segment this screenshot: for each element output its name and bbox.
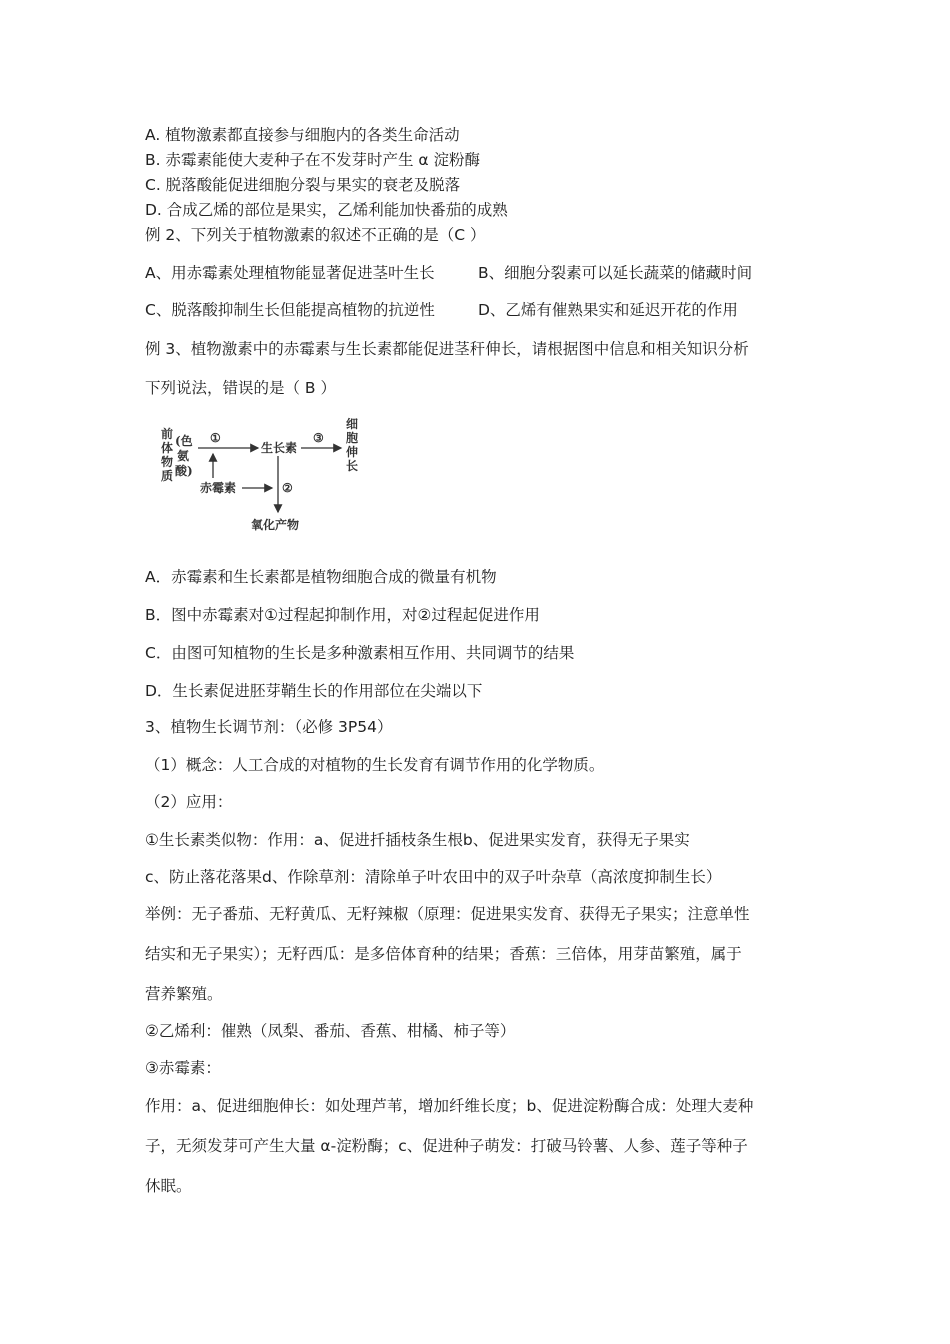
- section-3-title: 3、植物生长调节剂：（必修 3P54）: [145, 718, 393, 736]
- option-a: A. 植物激素都直接参与细胞内的各类生命活动: [145, 126, 460, 144]
- step-1-label: ①: [210, 431, 221, 445]
- examples-line-2: 结实和无子果实）；无籽西瓜：是多倍体育种的结果；香蕉：三倍体，用芽苗繁殖，属于: [145, 945, 742, 963]
- example-2-stem: 例 2、下列关于植物激素的叙述不正确的是（C ）: [145, 226, 486, 244]
- auxin-label: 生长素: [261, 441, 298, 455]
- gibberellin-use-line-2: 子，无须发芽可产生大量 α-淀粉酶；c、促进种子萌发：打破马铃薯、人参、莲子等种子: [145, 1137, 748, 1155]
- application-line: （2）应用：: [145, 793, 233, 811]
- auxin-analog-line: ①生长素类似物：作用：a、促进扦插枝条生根b、促进果实发育，获得无子果实: [145, 831, 690, 849]
- oxidation-product-label: 氧化产物: [251, 518, 300, 532]
- tryptophan-char-1: (色: [175, 434, 193, 448]
- example-3-option-b: B．图中赤霉素对①过程起抑制作用，对②过程起促进作用: [145, 606, 540, 624]
- example-2-option-c: C、脱落酸抑制生长但能提高植物的抗逆性: [145, 301, 435, 319]
- example-2-option-b: B、细胞分裂素可以延长蔬菜的储藏时间: [478, 264, 753, 282]
- elongation-char-3: 伸: [346, 445, 359, 459]
- example-3-option-d: D．生长素促进胚芽鞘生长的作用部位在尖端以下: [145, 682, 483, 700]
- gibberellin-use-line-1: 作用：a、促进细胞伸长：如处理芦苇，增加纤维长度；b、促进淀粉酶合成：处理大麦种: [145, 1097, 754, 1115]
- option-c: C. 脱落酸能促进细胞分裂与果实的衰老及脱落: [145, 176, 461, 194]
- precursor-char-3: 物: [161, 455, 174, 469]
- elongation-char-4: 长: [346, 459, 359, 473]
- ethephon-line: ②乙烯利：催熟（凤梨、番茄、香蕉、柑橘、柿子等）: [145, 1022, 516, 1040]
- precursor-char-4: 质: [161, 469, 174, 483]
- elongation-char-2: 胞: [346, 431, 359, 445]
- examples-line-3: 营养繁殖。: [145, 985, 223, 1003]
- step-3-label: ③: [313, 431, 324, 445]
- option-b: B. 赤霉素能使大麦种子在不发芽时产生 α 淀粉酶: [145, 151, 481, 169]
- concept-line: （1）概念：人工合成的对植物的生长发育有调节作用的化学物质。: [145, 756, 605, 774]
- gibberellin-label: 赤霉素: [200, 481, 237, 495]
- elongation-char-1: 细: [346, 417, 359, 431]
- example-3-stem-line1: 例 3、植物激素中的赤霉素与生长素都能促进茎秆伸长，请根据图中信息和相关知识分析: [145, 340, 749, 358]
- example-2-option-a: A、用赤霉素处理植物能显著促进茎叶生长: [145, 264, 435, 282]
- example-3-option-a: A．赤霉素和生长素都是植物细胞合成的微量有机物: [145, 568, 497, 586]
- examples-line-1: 举例：无子番茄、无籽黄瓜、无籽辣椒（原理：促进果实发育、获得无子果实；注意单性: [145, 905, 750, 923]
- tryptophan-char-3: 酸): [175, 464, 193, 478]
- hormone-pathway-diagram: [158, 412, 368, 537]
- step-2-label: ②: [282, 481, 293, 495]
- option-d: D. 合成乙烯的部位是果实，乙烯利能加快番茄的成熟: [145, 201, 508, 219]
- example-3-option-c: C．由图可知植物的生长是多种激素相互作用、共同调节的结果: [145, 644, 575, 662]
- precursor-char-2: 体: [161, 441, 174, 455]
- gibberellin-heading: ③赤霉素：: [145, 1059, 221, 1077]
- auxin-analog-line-2: c、防止落花落果d、作除草剂：清除单子叶农田中的双子叶杂草（高浓度抑制生长）: [145, 868, 722, 886]
- tryptophan-char-2: 氨: [177, 449, 190, 463]
- gibberellin-use-line-3: 休眠。: [145, 1177, 192, 1195]
- example-3-stem-line2: 下列说法，错误的是（ B ）: [145, 379, 336, 397]
- example-2-option-d: D、乙烯有催熟果实和延迟开花的作用: [478, 301, 738, 319]
- precursor-char-1: 前: [161, 427, 174, 441]
